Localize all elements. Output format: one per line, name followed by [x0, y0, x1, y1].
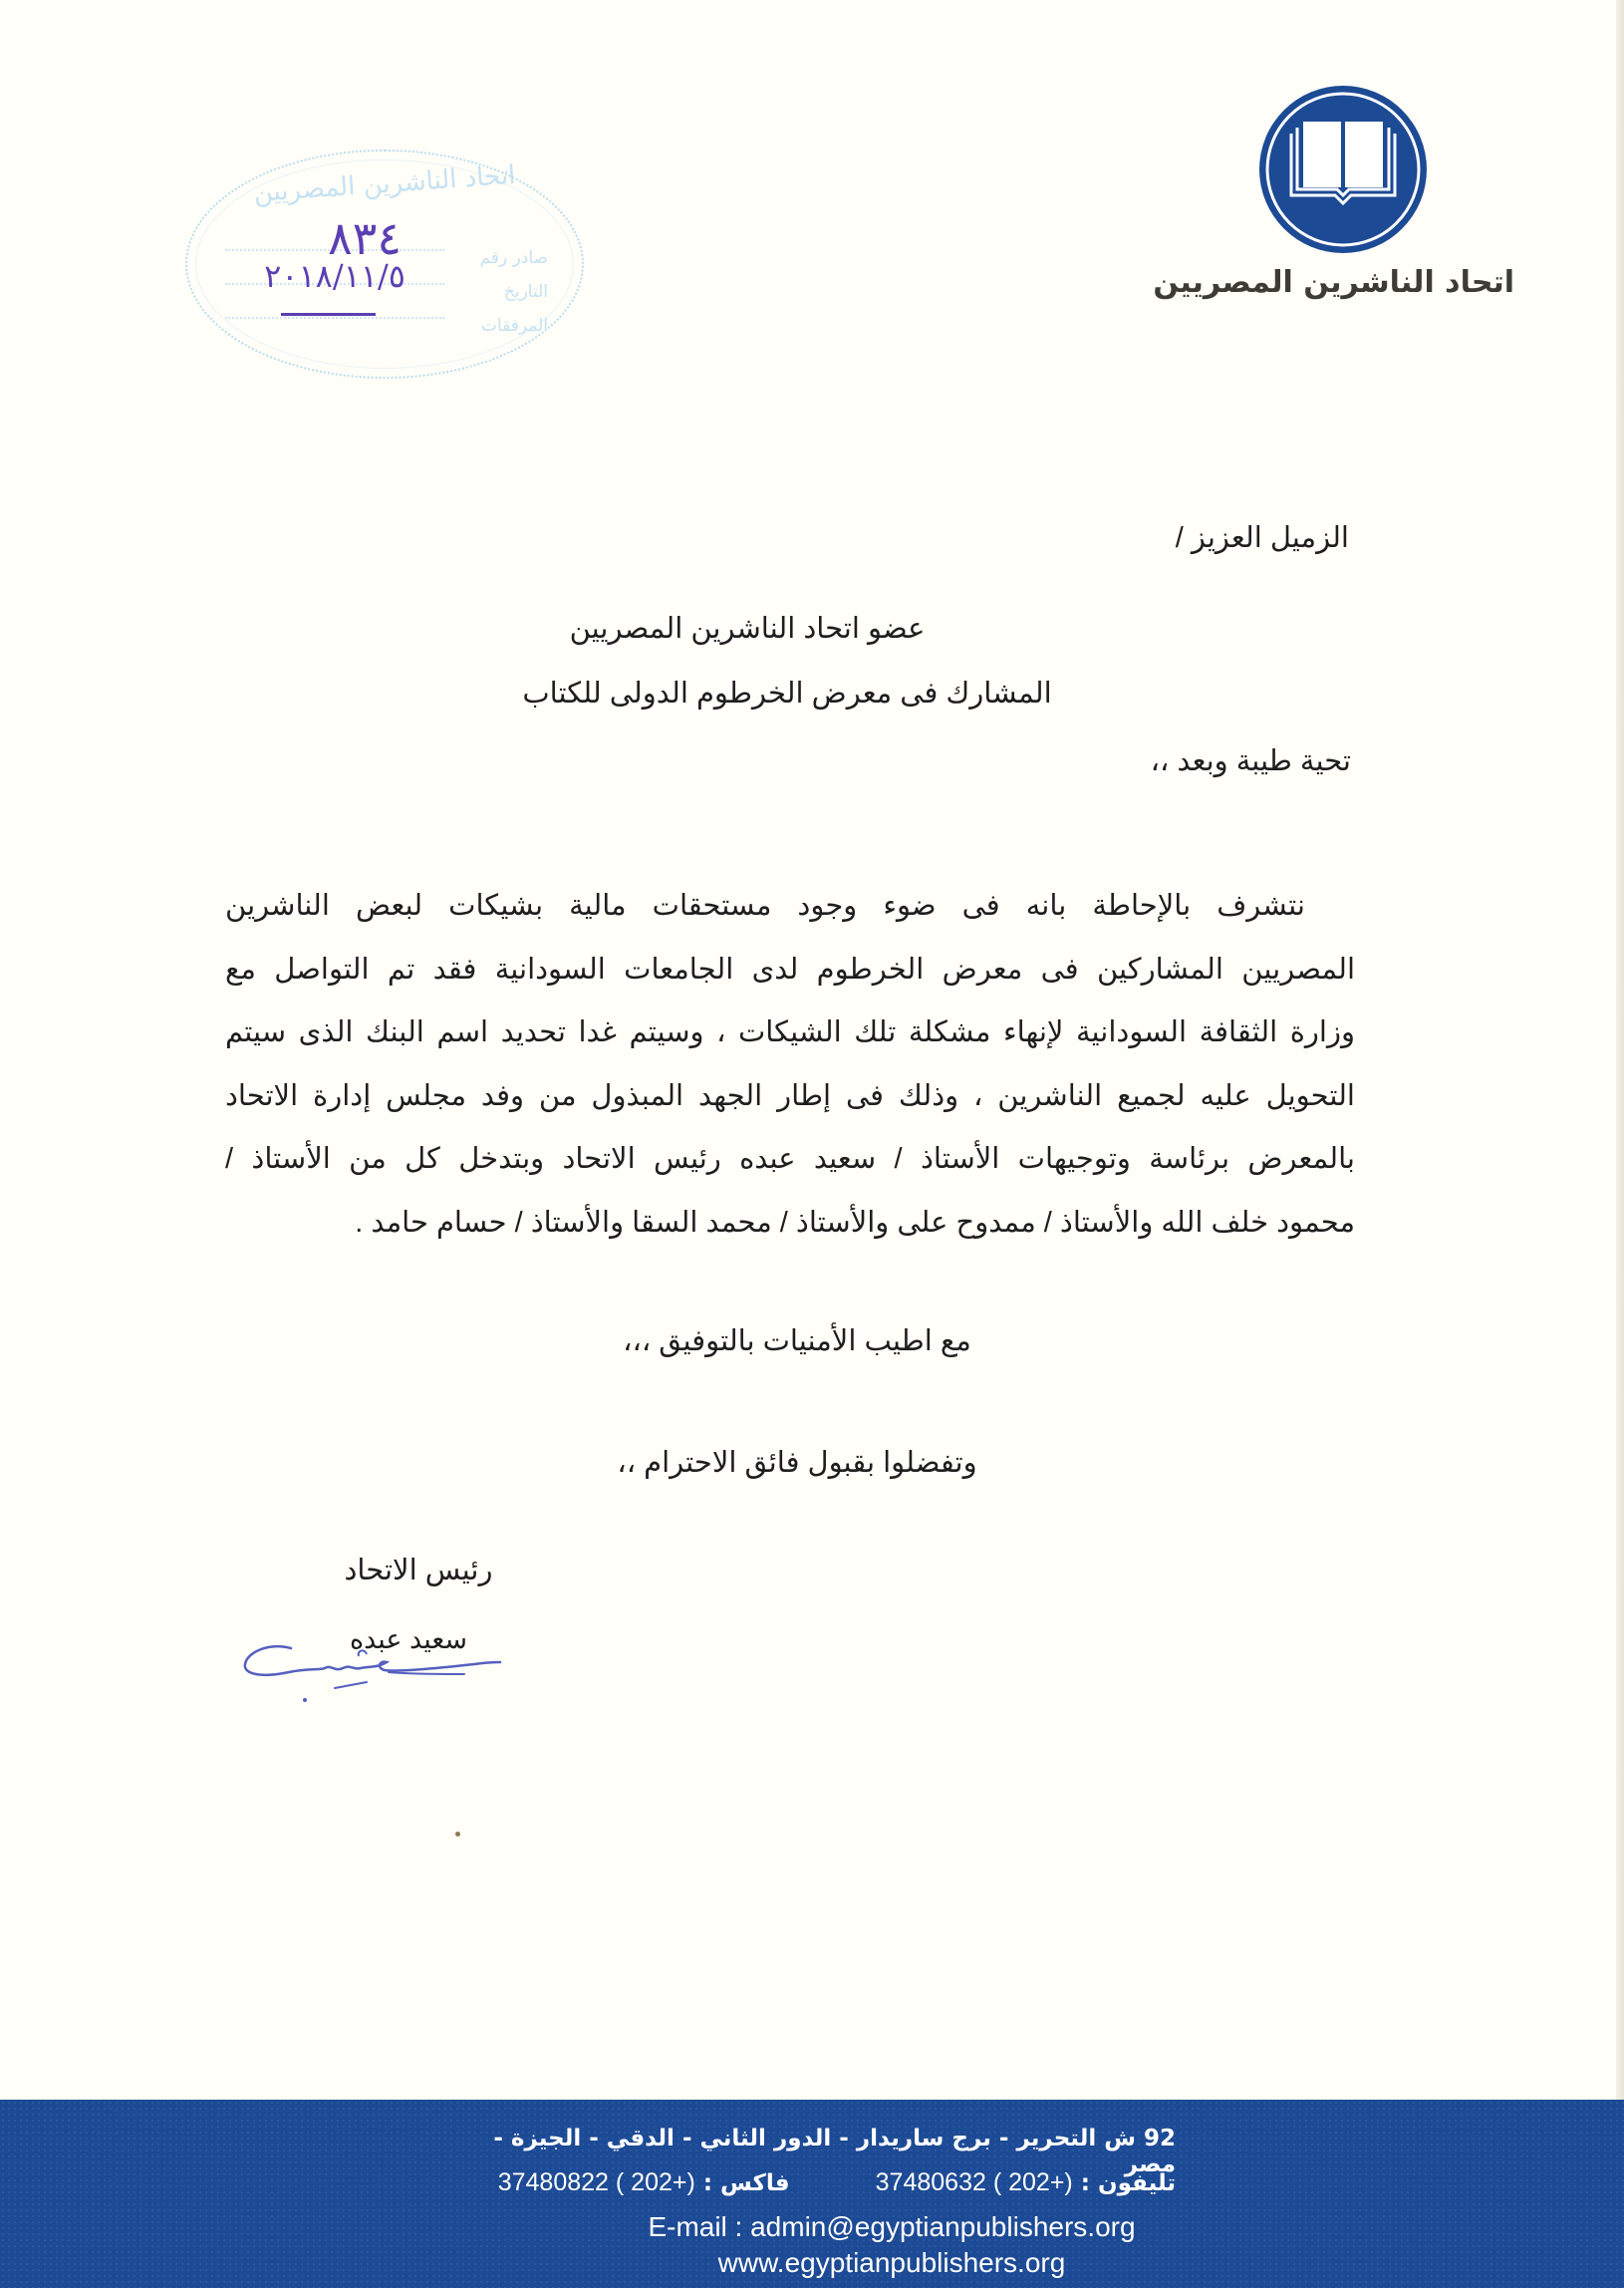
- fax-number: 37480822 ( 202+): [497, 2168, 695, 2196]
- salutation: الزميل العزيز /: [1175, 522, 1349, 554]
- stamp-org-text: اتحاد الناشرين المصريين: [252, 159, 517, 209]
- handwritten-signature-icon: [239, 1634, 538, 1724]
- stamp-date: ٢٠١٨/١١/٥: [264, 257, 406, 295]
- open-book-in-circle-icon: [1257, 84, 1429, 255]
- phone-number: 37480632 ( 202+): [875, 2168, 1073, 2196]
- stamp-label-number: صادر رقم: [479, 248, 548, 268]
- fax-label: فاكس :: [702, 2170, 790, 2196]
- recipient-line: المشارك فى معرض الخرطوم الدولى للكتاب: [522, 678, 1052, 710]
- body-line: المصريين المشاركين فى معرض الخرطوم لدى الجامعات السودانية فقد تم التواصل مع: [225, 953, 1355, 986]
- stamp-label-attachments: المرفقات: [480, 316, 548, 336]
- page-edge-shadow: [1616, 0, 1624, 2103]
- footer-contact-numbers: [438, 2168, 1176, 2197]
- closing-respect: وتفضلوا بقبول فائق الاحترام ،،: [617, 1447, 977, 1479]
- paper-speck: [455, 1832, 460, 1837]
- footer-address: 92 ش التحرير - برج ساريدار - الدور الثاني - الدقي - الجيزة - مصر: [493, 2126, 1176, 2177]
- recipient-line: عضو اتحاد الناشرين المصريين: [569, 613, 926, 645]
- letter-body: [225, 875, 1355, 1255]
- body-line: محمود خلف الله والأستاذ / ممدوح على والأستاذ / محمد السقا والأستاذ / حسام حامد .: [355, 1206, 1355, 1239]
- letterhead-footer: [0, 2100, 1624, 2288]
- signatory-title: رئيس الاتحاد: [344, 1555, 493, 1586]
- body-line: بالمعرض برئاسة وتوجيهات الأستاذ / سعيد عبده رئيس الاتحاد وبتدخل كل من الأستاذ /: [225, 1143, 1355, 1175]
- body-line: وزارة الثقافة السودانية لإنهاء مشكلة تلك الشيكات ، وسيتم غدا تحديد اسم البنك الذى سيتم: [225, 1016, 1355, 1048]
- stamp-label-date: التاريخ: [503, 282, 548, 302]
- signatory-name: سعيد عبده: [349, 1624, 468, 1654]
- stamp-dotted-line: [225, 317, 444, 319]
- stamp-labels: [458, 241, 548, 343]
- phone-label: تليفون :: [1080, 2170, 1176, 2196]
- incoming-stamp: [185, 149, 584, 379]
- stamp-outgoing-number: ٨٣٤: [327, 211, 403, 265]
- stamp-underline: [281, 313, 376, 316]
- body-line: نتشرف بالإحاطة بانه فى ضوء وجود مستحقات مالية بشيكات لبعض الناشرين: [225, 890, 1305, 922]
- footer-email: E-mail : admin@egyptianpublishers.org: [648, 2211, 1136, 2242]
- closing-wishes: مع اطيب الأمنيات بالتوفيق ،،،: [623, 1325, 971, 1357]
- org-name: اتحاد الناشرين المصريين: [1153, 265, 1514, 300]
- greeting: تحية طيبة وبعد ،،: [1150, 745, 1351, 777]
- body-line: التحويل عليه لجميع الناشرين ، وذلك فى إطار الجهد المبذول من وفد مجلس إدارة الاتحاد: [225, 1079, 1355, 1112]
- footer-website: www.egyptianpublishers.org: [717, 2247, 1066, 2278]
